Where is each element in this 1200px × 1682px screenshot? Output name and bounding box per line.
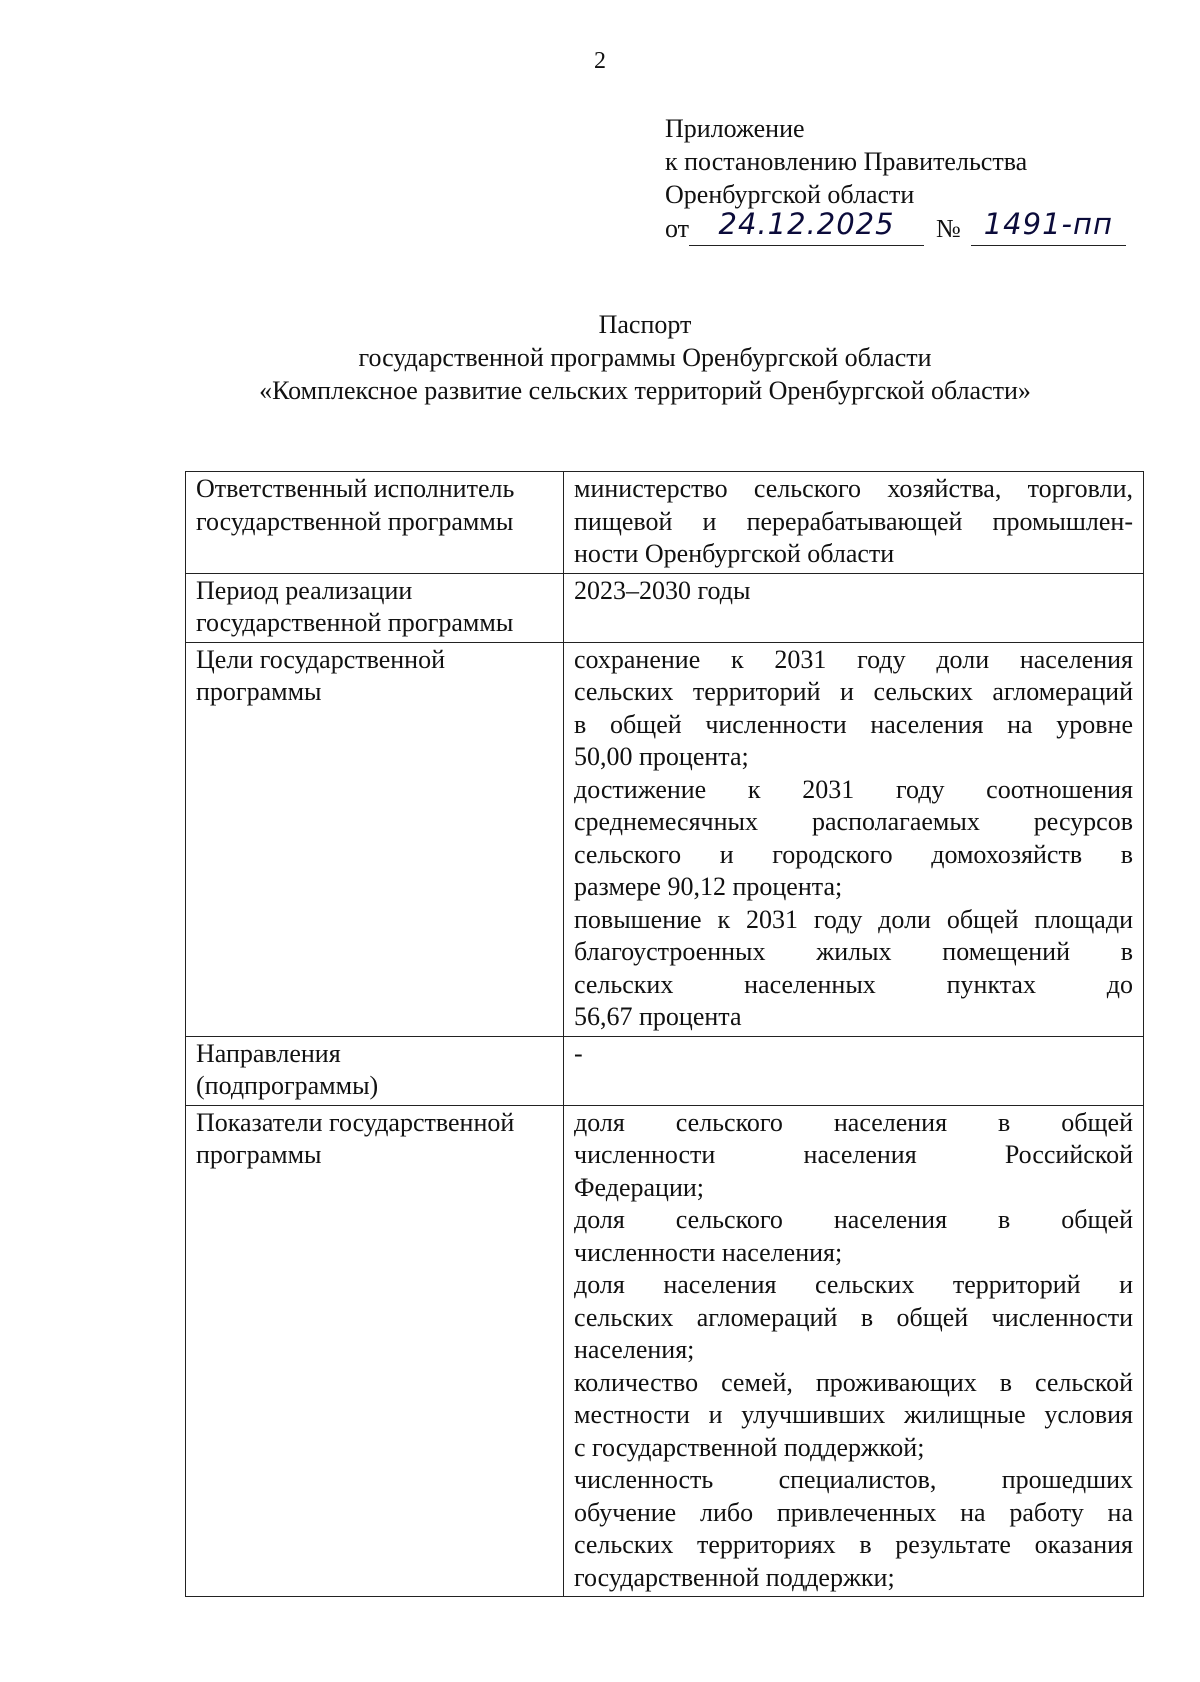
handwritten-date: 24.12.2025 — [718, 207, 895, 241]
row-value-line: сельских населенных пунктах до — [574, 969, 1133, 999]
row-label-line: (подпрограммы) — [196, 1071, 379, 1100]
appendix-resolution-line: к постановлению Правительства — [665, 147, 1028, 176]
row-value-line: численности населения Российской — [574, 1140, 1133, 1169]
row-value-line: количество семей, проживающих в сельской — [574, 1367, 1133, 1397]
row-value-line: ности Оренбургской области — [574, 539, 895, 568]
row-value-line: доля сельского населения в общей — [574, 1205, 1133, 1234]
row-value-line: доля сельского населения в общей — [574, 1107, 1133, 1137]
row-value-line: сохранение к 2031 году доли населения — [574, 644, 1133, 674]
row-label-line: Цели государственной — [196, 644, 446, 674]
row-value-line: обучение либо привлеченных на работу на — [574, 1497, 1133, 1527]
date-field — [689, 207, 924, 246]
appendix-region-line: Оренбургской области — [665, 180, 915, 209]
row-label-line: Показатели государственной — [196, 1107, 515, 1137]
appendix-block — [665, 112, 1126, 246]
page-number: 2 — [594, 48, 606, 74]
row-value-line: местности и улучшивших жилищные условия — [574, 1400, 1133, 1429]
row-value-line: среднемесячных располагаемых ресурсов — [574, 807, 1133, 836]
date-prefix: от — [665, 214, 690, 243]
passport-table-body — [186, 472, 1144, 1597]
row-value-line: размере 90,12 процента; — [574, 872, 843, 901]
row-value-cell — [564, 642, 1144, 1036]
row-value-cell — [564, 1036, 1144, 1105]
row-label-line: государственной программы — [196, 506, 514, 536]
row-label-cell — [186, 1105, 564, 1597]
row-label-line: программы — [196, 677, 322, 706]
row-value-line: 50,00 процента; — [574, 742, 749, 771]
row-label-line: Период реализации — [196, 575, 413, 605]
row-value-line: численность специалистов, прошедших — [574, 1465, 1133, 1494]
passport-row — [186, 472, 1144, 574]
row-value-line: сельских территориях в результате оказания — [574, 1530, 1133, 1559]
row-label-line: программы — [196, 1140, 322, 1169]
row-value-line: пищевой и перерабатывающей промышлен- — [574, 506, 1133, 536]
row-value-line: населения; — [574, 1335, 695, 1364]
row-value-line: 56,67 процента — [574, 1002, 742, 1031]
row-value-line: сельского и городского домохозяйств в — [574, 839, 1133, 869]
row-value-line: сельских территорий и сельских агломераций — [574, 677, 1133, 706]
row-label-line: Направления — [196, 1038, 341, 1068]
passport-row — [186, 642, 1144, 1036]
passport-table — [185, 471, 1144, 1597]
row-label-line: Ответственный исполнитель — [196, 474, 515, 503]
row-value-line: государственной поддержки; — [574, 1562, 895, 1592]
title-subtitle: государственной программы Оренбургской области — [358, 343, 932, 372]
row-value-cell — [564, 1105, 1144, 1597]
row-value-cell — [564, 573, 1144, 642]
row-value-line: 2023–2030 годы — [574, 575, 751, 605]
row-value-line: доля населения сельских территорий и — [574, 1270, 1133, 1299]
row-value-line: - — [574, 1038, 583, 1068]
row-label-cell — [186, 642, 564, 1036]
row-value-line: повышение к 2031 году доли общей площади — [574, 904, 1133, 934]
document-title — [0, 308, 1200, 407]
row-label-cell — [186, 573, 564, 642]
number-prefix: № — [936, 214, 961, 243]
passport-row — [186, 1036, 1144, 1105]
passport-row — [186, 573, 1144, 642]
row-value-line: сельских агломераций в общей численности — [574, 1302, 1133, 1332]
row-value-line: благоустроенных жилых помещений в — [574, 937, 1133, 966]
row-value-line: с государственной поддержкой; — [574, 1432, 925, 1462]
row-value-line: министерство сельского хозяйства, торговли, — [574, 474, 1133, 503]
title-main: Паспорт — [598, 310, 692, 339]
appendix-date-number-line — [665, 207, 1126, 246]
row-value-line: достижение к 2031 году соотношения — [574, 774, 1133, 804]
handwritten-number: 1491-пп — [983, 207, 1113, 241]
row-value-line: Федерации; — [574, 1172, 705, 1202]
appendix-heading: Приложение — [665, 114, 805, 143]
row-value-line: в общей численности населения на уровне — [574, 709, 1133, 739]
row-value-cell — [564, 472, 1144, 574]
row-label-cell — [186, 1036, 564, 1105]
row-label-cell — [186, 472, 564, 574]
row-value-line: численности населения; — [574, 1237, 843, 1267]
title-program-name: «Комплексное развитие сельских территорий Оренбургской области» — [259, 376, 1031, 405]
number-field — [971, 207, 1126, 246]
row-label-line: государственной программы — [196, 608, 514, 637]
passport-row — [186, 1105, 1144, 1597]
